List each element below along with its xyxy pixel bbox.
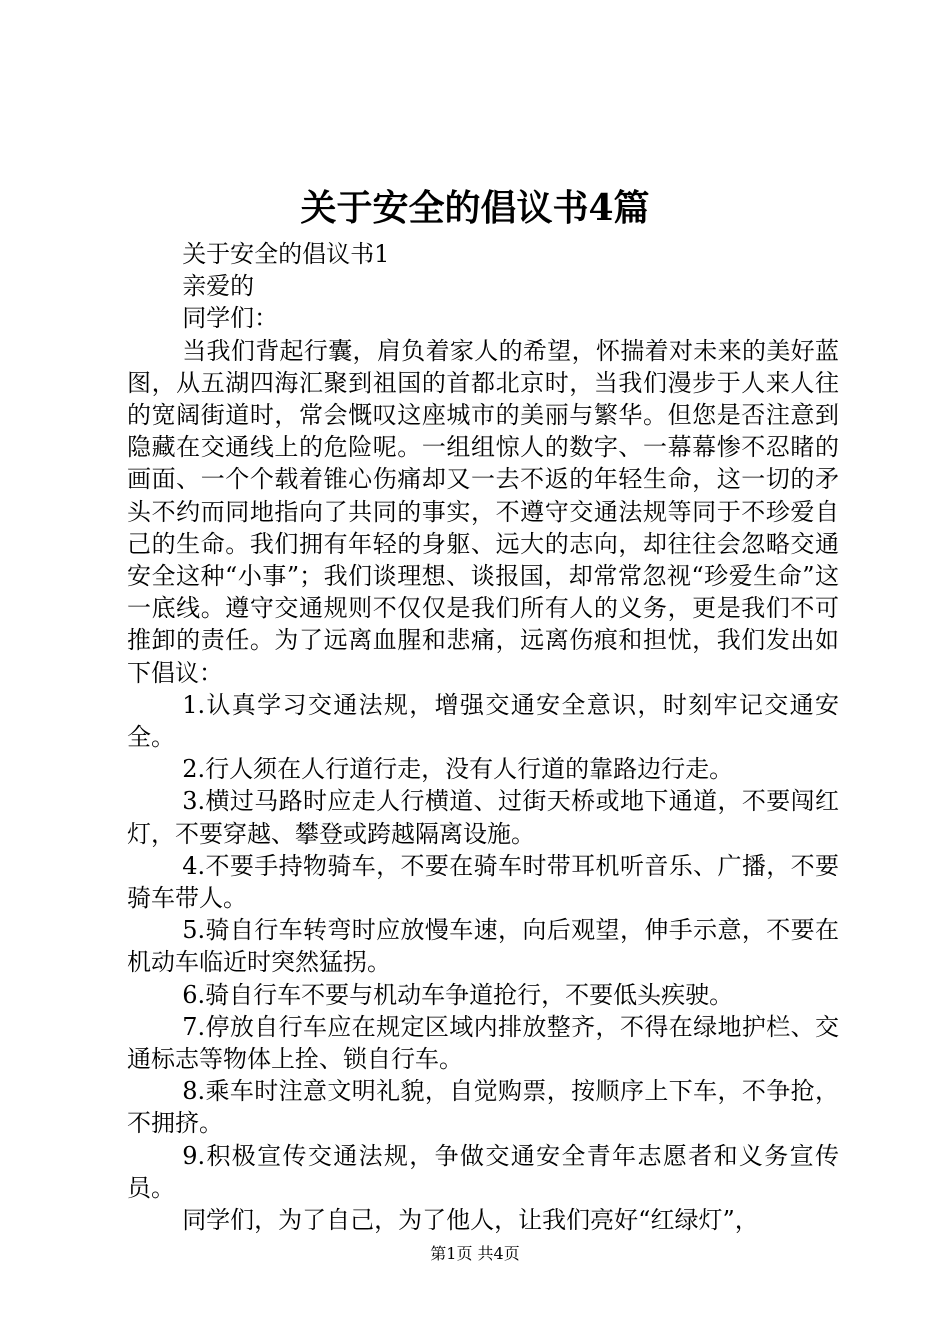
proposal-item: 8.乘车时注意文明礼貌，自觉购票，按顺序上下车，不争抢，不拥挤。: [127, 1077, 839, 1138]
proposal-item: 9.积极宣传交通法规，争做交通安全青年志愿者和义务宣传员。: [127, 1141, 839, 1202]
proposal-item: 3.横过马路时应走人行横道、过街天桥或地下通道，不要闯红灯，不要穿越、攀登或跨越隔离设施。: [127, 787, 839, 848]
salutation-line: 同学们：: [182, 304, 279, 333]
body-paragraph: 当我们背起行囊，肩负着家人的希望，怀揣着对未来的美好蓝图，从五湖四海汇聚到祖国的首都北京时，当我们漫步于人来人往的宽阔街道时，常会慨叹这座城市的美丽与繁华。但您是否注意到隐藏在交通线上的危险呢。一组组惊人的数字、一幕幕惨不忍睹的画面、一个个载着锥心伤痛却又一去不返的年轻生命，这一切的矛头不约而同地指向了共同的事实，不遵守交通法规等同于不珍爱自己的生命。我们拥有年轻的身躯、远大的志向，却往往会忽略交通安全这种“小事”；我们谈理想、谈报国，却常常忽视“珍爱生命”这一底线。遵守交通规则不仅仅是我们所有人的义务，更是我们不可推卸的责任。为了远离血腥和悲痛，远离伤痕和担忧，我们发出如下倡议：: [127, 336, 839, 687]
page-number: 第1页 共4页: [430, 1244, 520, 1263]
proposal-item: 4.不要手持物骑车，不要在骑车时带耳机听音乐、广播，不要骑车带人。: [127, 851, 839, 913]
body-paragraph: 同学们，为了自己，为了他人，让我们亮好“红绿灯”，: [182, 1206, 759, 1235]
salutation-line: 亲爱的: [182, 272, 255, 301]
proposal-item: 7.停放自行车应在规定区域内排放整齐，不得在绿地护栏、交通标志等物体上拴、锁自行车。: [127, 1012, 839, 1074]
proposal-item: 6.骑自行车不要与机动车争道抢行，不要低头疾驶。: [182, 980, 734, 1009]
section-heading: 关于安全的倡议书1: [182, 240, 390, 268]
page-title: 关于安全的倡议书4篇: [300, 187, 650, 229]
proposal-item: 1.认真学习交通法规，增强交通安全意识，时刻牢记交通安全。: [127, 690, 839, 752]
document-body: [127, 238, 839, 1236]
proposal-item: 5.骑自行车转弯时应放慢车速，向后观望，伸手示意，不要在机动车临近时突然猛拐。: [127, 916, 839, 977]
proposal-item: 2.行人须在人行道行走，没有人行道的靠路边行走。: [182, 755, 734, 784]
